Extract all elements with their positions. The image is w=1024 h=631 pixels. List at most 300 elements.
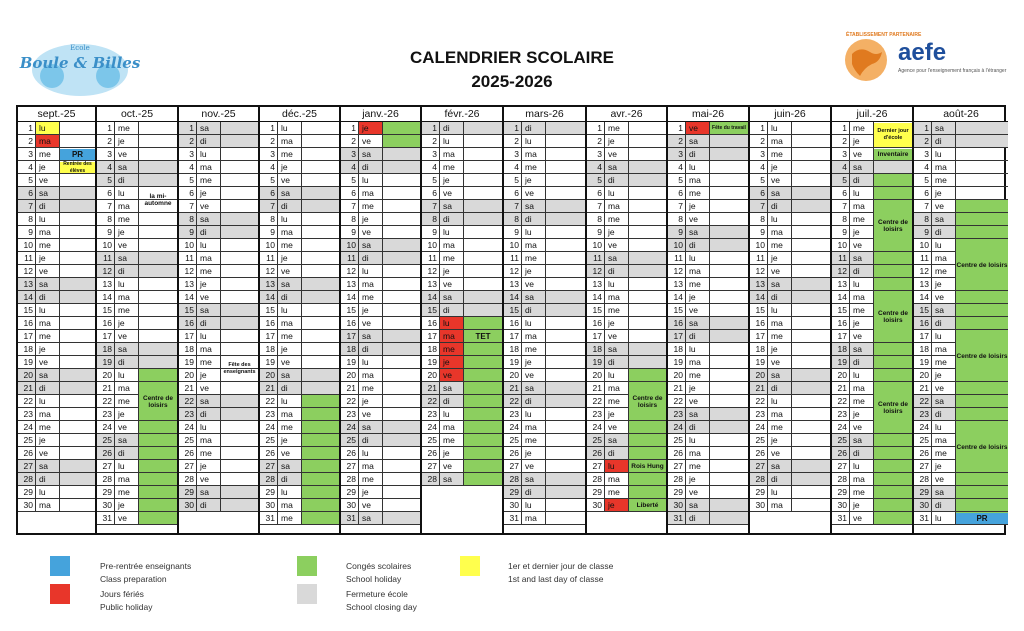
day-row <box>504 395 585 408</box>
weekday-label: ma <box>850 200 874 212</box>
day-row <box>179 382 258 395</box>
day-status <box>60 317 95 329</box>
weekday-label: me <box>522 252 546 264</box>
day-row <box>97 421 177 434</box>
weekday-label: me <box>686 278 710 290</box>
day-number: 24 <box>750 421 768 433</box>
day-number: 15 <box>341 304 359 316</box>
day-row <box>179 213 258 226</box>
day-number: 2 <box>914 135 932 147</box>
day-number: 16 <box>914 317 932 329</box>
day-number: 29 <box>260 486 278 498</box>
weekday-label: me <box>278 330 302 342</box>
weekday-label: ma <box>768 408 792 420</box>
day-number: 16 <box>750 317 768 329</box>
day-status <box>221 200 258 212</box>
day-number: 1 <box>341 122 359 134</box>
day-status <box>464 252 502 264</box>
weekday-label: je <box>278 252 302 264</box>
day-number: 25 <box>422 434 440 446</box>
weekday-label: me <box>36 421 60 433</box>
day-number: 9 <box>668 226 686 238</box>
day-status <box>792 226 830 238</box>
weekday-label: ve <box>686 122 710 134</box>
day-number: 12 <box>179 265 197 277</box>
day-row <box>422 460 502 473</box>
day-number: 5 <box>832 174 850 186</box>
weekday-label: lu <box>850 187 874 199</box>
day-row <box>668 239 748 252</box>
day-status <box>221 239 258 251</box>
day-number: 21 <box>341 382 359 394</box>
day-row <box>750 148 830 161</box>
weekday-label: me <box>278 512 302 524</box>
day-number: 16 <box>422 317 440 329</box>
day-row <box>587 213 666 226</box>
day-number: 19 <box>422 356 440 368</box>
day-status <box>546 200 585 212</box>
day-row <box>668 252 748 265</box>
weekday-label: lu <box>932 512 956 524</box>
day-status <box>139 213 177 225</box>
weekday-label: ve <box>932 291 956 303</box>
day-row <box>97 122 177 135</box>
day-number: 28 <box>914 473 932 485</box>
calendar-grid <box>16 105 1006 535</box>
day-row <box>179 265 258 278</box>
weekday-label: me <box>36 330 60 342</box>
day-status <box>139 278 177 290</box>
day-number: 7 <box>260 200 278 212</box>
day-row <box>97 434 177 447</box>
weekday-label: sa <box>36 278 60 290</box>
day-status <box>383 369 420 381</box>
day-number: 13 <box>587 278 605 290</box>
day-row <box>422 148 502 161</box>
weekday-label: me <box>686 187 710 199</box>
weekday-label: sa <box>686 499 710 511</box>
weekday-label: ma <box>197 434 221 446</box>
day-row <box>97 291 177 304</box>
weekday-label: me <box>440 434 464 446</box>
day-number: 29 <box>914 486 932 498</box>
day-number: 11 <box>504 252 522 264</box>
day-row <box>18 174 95 187</box>
weekday-label: me <box>522 343 546 355</box>
day-status <box>546 499 585 511</box>
day-row <box>18 187 95 200</box>
weekday-label: ve <box>768 265 792 277</box>
day-number: 3 <box>668 148 686 160</box>
day-row <box>179 486 258 499</box>
day-status <box>956 174 1008 186</box>
weekday-label: ve <box>197 291 221 303</box>
day-status <box>60 291 95 303</box>
day-number: 15 <box>750 304 768 316</box>
day-number: 6 <box>179 187 197 199</box>
day-row <box>260 330 339 343</box>
weekday-label: me <box>686 460 710 472</box>
day-row <box>832 161 912 174</box>
day-status <box>60 499 95 511</box>
weekday-label: je <box>850 135 874 147</box>
day-status <box>302 213 339 225</box>
day-status <box>792 356 830 368</box>
day-row <box>832 434 912 447</box>
day-status <box>60 122 95 134</box>
day-number: 11 <box>179 252 197 264</box>
day-number: 21 <box>260 382 278 394</box>
day-status <box>629 486 666 498</box>
day-number: 14 <box>832 291 850 303</box>
weekday-label: sa <box>36 460 60 472</box>
day-row <box>832 486 912 499</box>
day-row <box>179 317 258 330</box>
day-row <box>668 291 748 304</box>
month-header: mars-26 <box>504 107 585 122</box>
day-number: 28 <box>179 473 197 485</box>
weekday-label: lu <box>278 304 302 316</box>
day-row <box>668 304 748 317</box>
day-number: 30 <box>914 499 932 511</box>
day-number: 30 <box>97 499 115 511</box>
day-row <box>179 395 258 408</box>
weekday-label: lu <box>768 395 792 407</box>
day-status <box>710 330 748 342</box>
day-row <box>260 408 339 421</box>
weekday-label: me <box>440 343 464 355</box>
day-row <box>668 486 748 499</box>
day-number: 12 <box>750 265 768 277</box>
day-number: 13 <box>260 278 278 290</box>
calendar-event: Centre de loisirs <box>956 240 1008 290</box>
day-status <box>710 434 748 446</box>
day-number: 15 <box>832 304 850 316</box>
day-number: 23 <box>97 408 115 420</box>
day-status <box>221 226 258 238</box>
day-number: 5 <box>587 174 605 186</box>
weekday-label: di <box>686 239 710 251</box>
day-row <box>422 421 502 434</box>
day-status <box>302 408 339 420</box>
day-status <box>629 122 666 134</box>
weekday-label: ve <box>359 408 383 420</box>
day-number: 18 <box>668 343 686 355</box>
month-column <box>587 107 668 533</box>
day-row <box>832 187 912 200</box>
weekday-label: je <box>850 317 874 329</box>
day-status <box>302 200 339 212</box>
day-row <box>587 161 666 174</box>
day-status <box>629 174 666 186</box>
day-number: 25 <box>914 434 932 446</box>
day-status <box>302 512 339 524</box>
day-number: 28 <box>750 473 768 485</box>
day-number: 23 <box>668 408 686 420</box>
day-status <box>546 135 585 147</box>
month-column <box>97 107 179 533</box>
weekday-label: ve <box>115 512 139 524</box>
day-status <box>629 135 666 147</box>
day-number: 22 <box>914 395 932 407</box>
day-status <box>302 486 339 498</box>
day-row <box>587 369 666 382</box>
day-row <box>422 473 502 486</box>
weekday-label: lu <box>522 499 546 511</box>
day-number: 23 <box>832 408 850 420</box>
day-row <box>832 499 912 512</box>
day-number: 20 <box>179 369 197 381</box>
weekday-label: di <box>522 213 546 225</box>
month-header: oct.-25 <box>97 107 177 122</box>
day-status <box>139 291 177 303</box>
day-row <box>668 395 748 408</box>
day-number: 27 <box>750 460 768 472</box>
day-status <box>710 278 748 290</box>
day-status <box>383 291 420 303</box>
day-status <box>792 304 830 316</box>
day-number: 23 <box>18 408 36 420</box>
day-row <box>18 343 95 356</box>
day-number: 11 <box>914 252 932 264</box>
day-status <box>221 161 258 173</box>
day-number: 14 <box>341 291 359 303</box>
day-row <box>18 122 95 135</box>
calendar-event: Centre de loisirs <box>139 383 177 420</box>
day-status <box>383 200 420 212</box>
day-number: 19 <box>97 356 115 368</box>
weekday-label: me <box>768 148 792 160</box>
day-row <box>97 317 177 330</box>
day-row <box>97 473 177 486</box>
day-row <box>668 161 748 174</box>
day-status <box>139 447 177 459</box>
weekday-label: ve <box>850 148 874 160</box>
day-row <box>504 408 585 421</box>
day-status <box>464 200 502 212</box>
day-row <box>504 304 585 317</box>
day-status <box>874 265 912 277</box>
day-number: 20 <box>341 369 359 381</box>
day-row <box>422 304 502 317</box>
day-number: 21 <box>179 382 197 394</box>
weekday-label: lu <box>278 486 302 498</box>
day-row <box>587 304 666 317</box>
weekday-label: ve <box>440 187 464 199</box>
day-number: 23 <box>179 408 197 420</box>
day-number: 16 <box>504 317 522 329</box>
day-status <box>383 278 420 290</box>
weekday-label: me <box>197 265 221 277</box>
day-row <box>750 226 830 239</box>
weekday-label: je <box>36 161 60 173</box>
calendar-event: Inventaire <box>874 149 912 160</box>
day-status <box>383 330 420 342</box>
day-row <box>750 317 830 330</box>
day-number: 5 <box>97 174 115 186</box>
day-row <box>750 460 830 473</box>
weekday-label: sa <box>359 330 383 342</box>
day-number: 9 <box>832 226 850 238</box>
day-number: 10 <box>504 239 522 251</box>
day-row <box>341 421 420 434</box>
day-number: 18 <box>97 343 115 355</box>
day-number: 11 <box>668 252 686 264</box>
day-row <box>504 499 585 512</box>
day-row <box>587 421 666 434</box>
day-row <box>914 161 1008 174</box>
day-status <box>60 239 95 251</box>
weekday-label: sa <box>115 434 139 446</box>
day-status <box>956 408 1008 420</box>
day-number: 26 <box>97 447 115 459</box>
weekday-label: di <box>440 395 464 407</box>
weekday-label: me <box>115 213 139 225</box>
month-header: déc.-25 <box>260 107 339 122</box>
weekday-label: ma <box>932 343 956 355</box>
day-row <box>587 317 666 330</box>
calendar-event: Rois Hung <box>629 461 666 472</box>
day-status <box>956 486 1008 498</box>
day-row <box>97 486 177 499</box>
weekday-label: ma <box>197 343 221 355</box>
day-row <box>18 200 95 213</box>
day-number: 20 <box>260 369 278 381</box>
day-status <box>629 187 666 199</box>
day-number: 17 <box>18 330 36 342</box>
day-row <box>504 161 585 174</box>
day-status <box>383 252 420 264</box>
day-row <box>832 369 912 382</box>
day-number: 12 <box>260 265 278 277</box>
weekday-label: sa <box>197 395 221 407</box>
month-header: mai-26 <box>668 107 748 122</box>
day-number: 6 <box>341 187 359 199</box>
weekday-label: je <box>359 122 383 134</box>
weekday-label: ve <box>440 460 464 472</box>
day-status <box>383 122 420 134</box>
weekday-label: je <box>932 278 956 290</box>
weekday-label: ve <box>197 382 221 394</box>
day-number: 4 <box>668 161 686 173</box>
weekday-label: ve <box>522 278 546 290</box>
day-status <box>60 434 95 446</box>
day-status <box>464 343 502 355</box>
weekday-label: me <box>522 434 546 446</box>
day-status <box>221 122 258 134</box>
day-status <box>139 421 177 433</box>
day-row <box>832 460 912 473</box>
day-row <box>832 356 912 369</box>
day-status <box>956 161 1008 173</box>
day-row <box>750 200 830 213</box>
day-row <box>18 239 95 252</box>
weekday-label: ma <box>115 382 139 394</box>
weekday-label: ma <box>768 317 792 329</box>
day-status <box>383 356 420 368</box>
day-status <box>302 499 339 511</box>
day-number: 8 <box>260 213 278 225</box>
day-status <box>956 226 1008 238</box>
day-number: 30 <box>587 499 605 511</box>
weekday-label: je <box>359 486 383 498</box>
day-row <box>179 447 258 460</box>
day-status <box>956 382 1008 394</box>
day-row <box>750 382 830 395</box>
day-row <box>422 408 502 421</box>
day-number: 15 <box>504 304 522 316</box>
day-row <box>587 239 666 252</box>
day-status <box>629 226 666 238</box>
day-row <box>260 148 339 161</box>
weekday-label: di <box>197 317 221 329</box>
weekday-label: sa <box>278 369 302 381</box>
day-status <box>874 447 912 459</box>
day-row <box>341 460 420 473</box>
day-row <box>587 226 666 239</box>
day-row <box>179 187 258 200</box>
day-number: 27 <box>341 460 359 472</box>
day-row <box>504 135 585 148</box>
day-row <box>341 304 420 317</box>
day-status <box>710 473 748 485</box>
day-number: 18 <box>341 343 359 355</box>
day-number: 4 <box>260 161 278 173</box>
day-status <box>302 135 339 147</box>
day-status <box>60 486 95 498</box>
day-number: 30 <box>260 499 278 511</box>
weekday-label: ma <box>522 421 546 433</box>
day-number: 23 <box>341 408 359 420</box>
weekday-label: ma <box>440 148 464 160</box>
weekday-label: me <box>768 239 792 251</box>
day-status <box>546 265 585 277</box>
calendar-event: Fête des enseignants <box>223 362 256 375</box>
weekday-label: me <box>850 395 874 407</box>
weekday-label: ve <box>850 239 874 251</box>
day-row <box>422 317 502 330</box>
day-status <box>792 200 830 212</box>
day-status <box>60 213 95 225</box>
weekday-label: ma <box>440 239 464 251</box>
day-status <box>221 252 258 264</box>
day-number: 21 <box>97 382 115 394</box>
weekday-label: me <box>932 174 956 186</box>
day-number: 26 <box>504 447 522 459</box>
day-number: 26 <box>668 447 686 459</box>
day-row <box>587 291 666 304</box>
day-status <box>792 473 830 485</box>
day-row <box>587 434 666 447</box>
month-header: févr.-26 <box>422 107 502 122</box>
day-row <box>97 447 177 460</box>
day-number: 29 <box>587 486 605 498</box>
day-number: 22 <box>97 395 115 407</box>
weekday-label: je <box>359 304 383 316</box>
day-status <box>60 369 95 381</box>
weekday-label: lu <box>686 343 710 355</box>
day-number: 14 <box>587 291 605 303</box>
day-row <box>260 200 339 213</box>
day-number: 6 <box>504 187 522 199</box>
weekday-label: lu <box>197 239 221 251</box>
legend-label-en: 1st and last day of classe <box>508 574 604 584</box>
day-status <box>710 291 748 303</box>
day-status <box>792 317 830 329</box>
day-row <box>18 265 95 278</box>
day-status <box>221 343 258 355</box>
day-number: 5 <box>341 174 359 186</box>
